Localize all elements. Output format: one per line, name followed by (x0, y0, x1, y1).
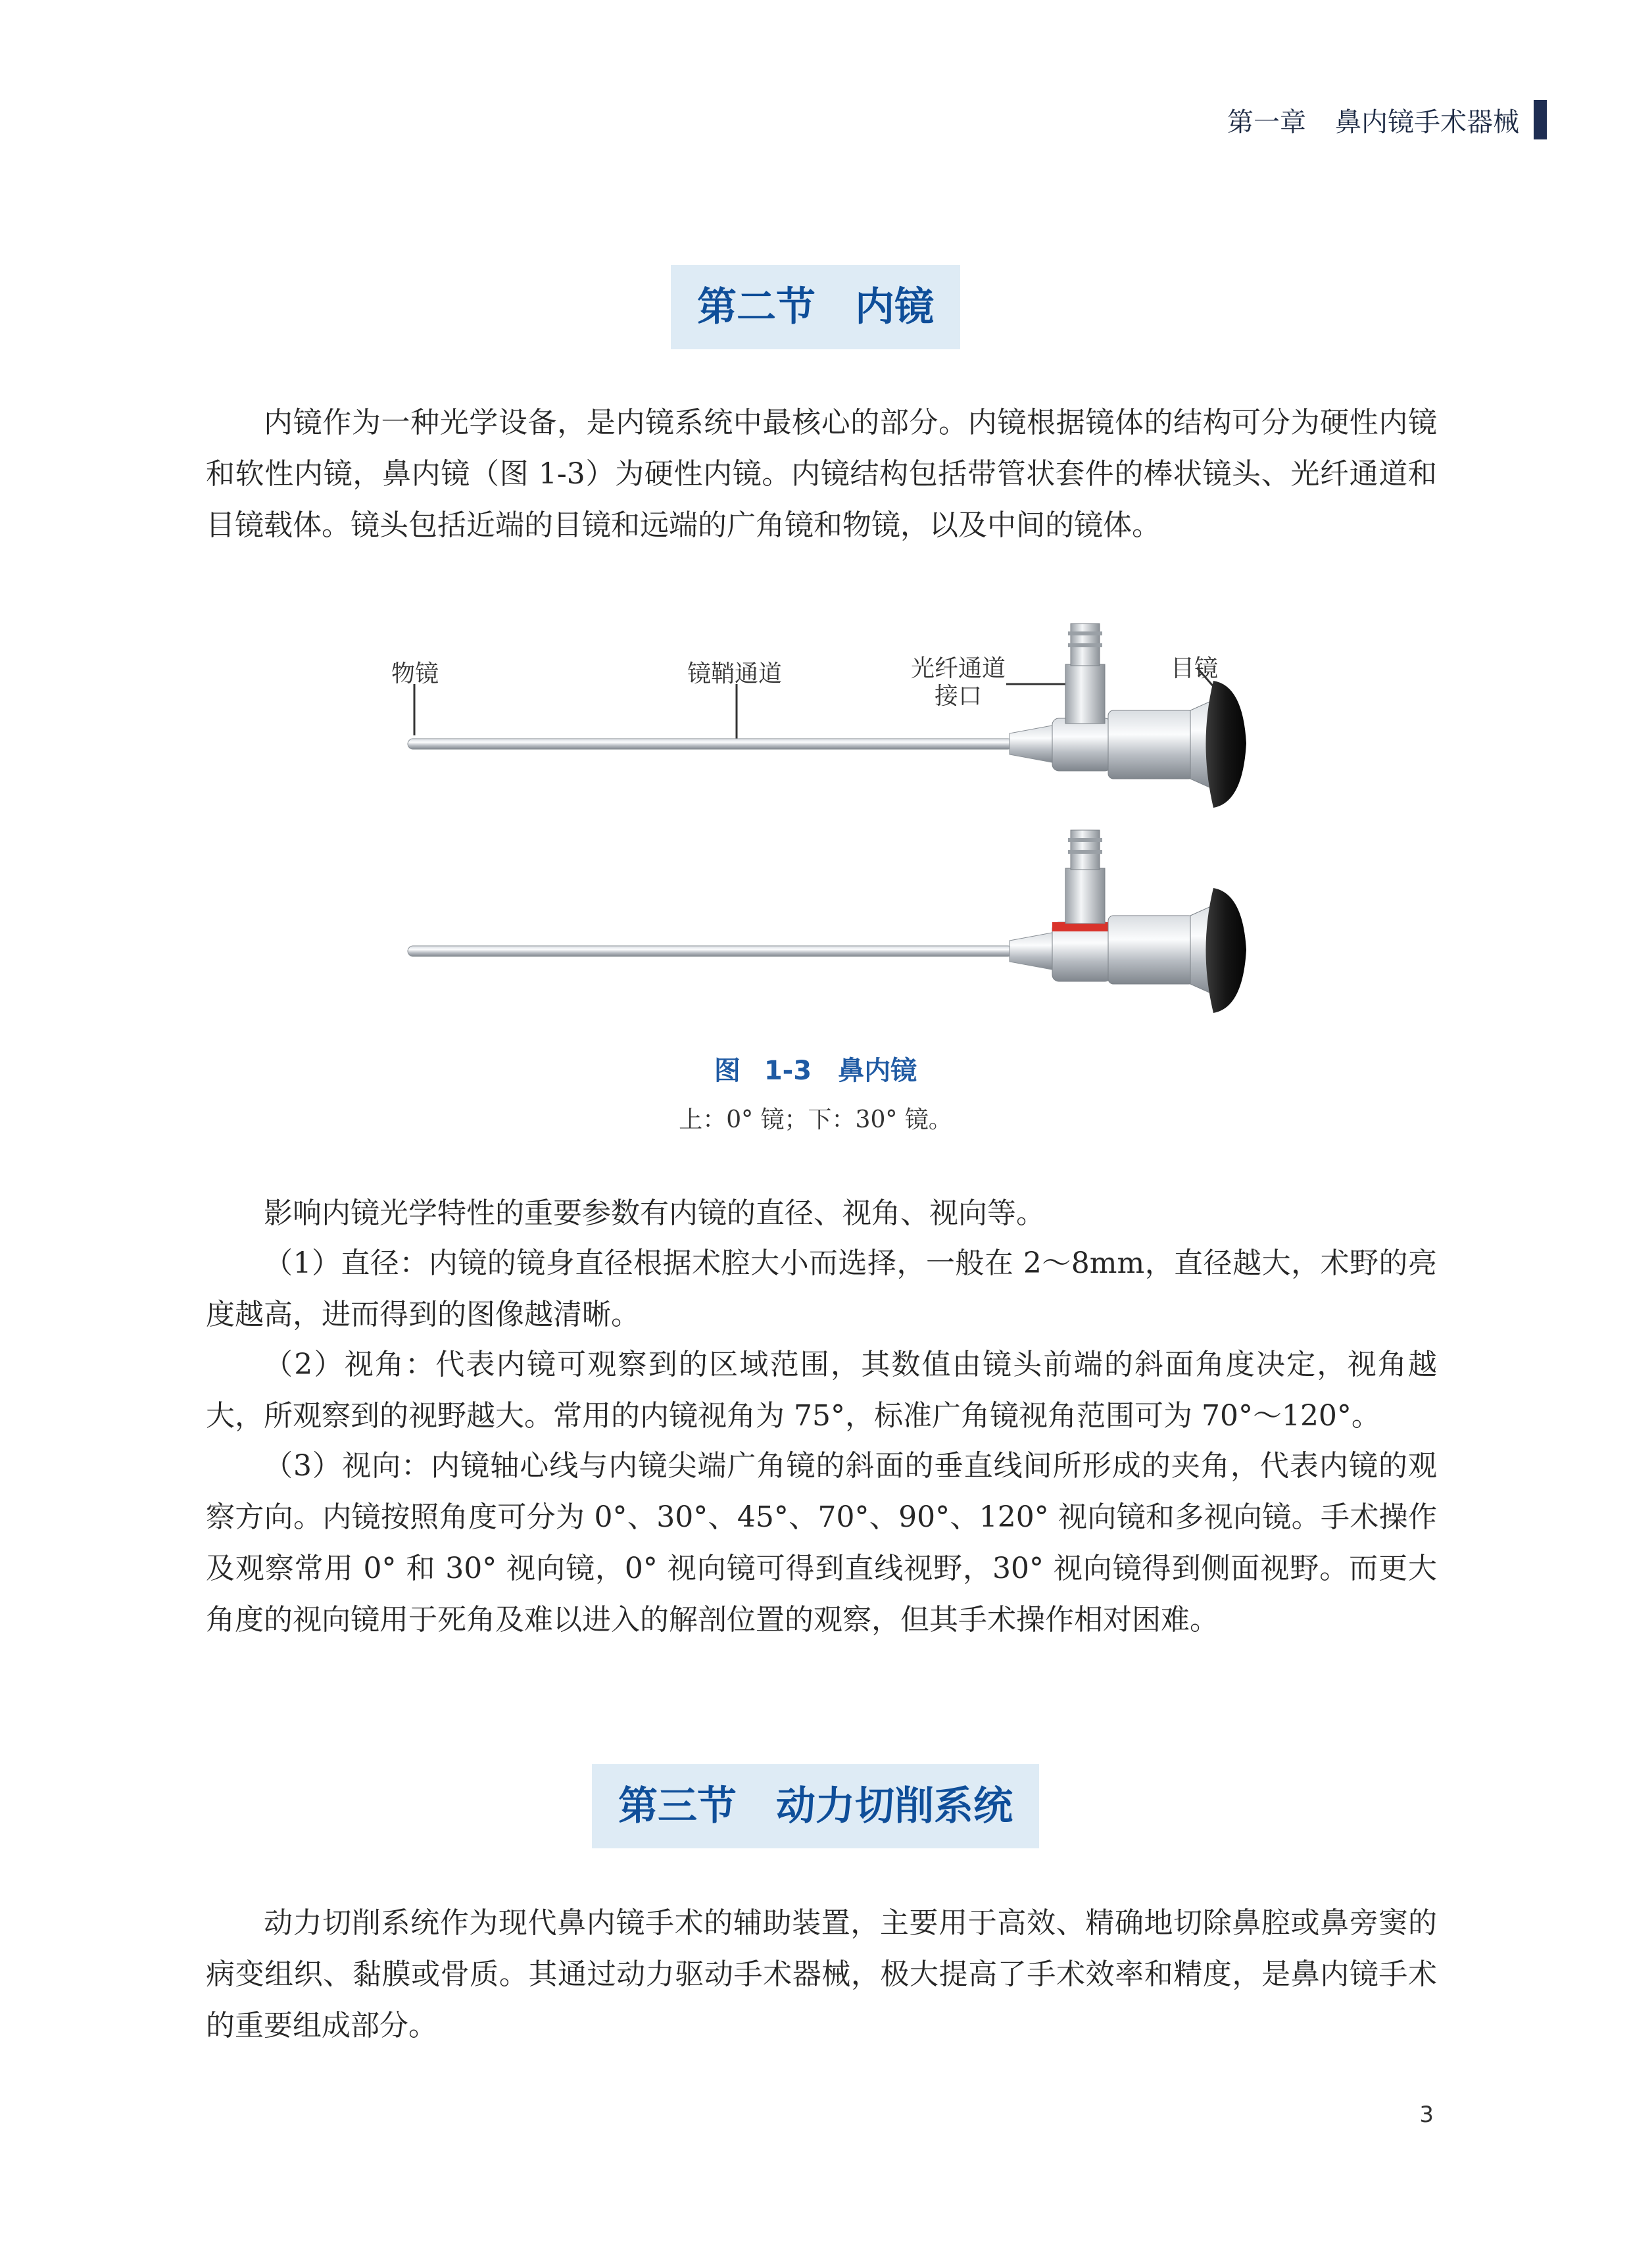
param-diameter-paragraph: （1）直径：内镜的镜身直径根据术腔大小而选择，一般在 2～8mm，直径越大，术野的亮度越高，进而得到的图像越清晰。 (206, 1246, 1437, 1331)
endoscope-30-degree (408, 830, 1246, 1013)
section-3-heading: 第三节 动力切削系统 (592, 1764, 1039, 1848)
label-fiber-port-line2: 接口 (935, 683, 983, 710)
page-number: 3 (1419, 2102, 1434, 2128)
figure-caption-note: 上：0° 镜；下：30° 镜。 (679, 1106, 952, 1133)
label-sheath-channel: 镜鞘通道 (687, 660, 783, 687)
running-header (1227, 99, 1547, 141)
section-3-intro-paragraph: 动力切削系统作为现代鼻内镜手术的辅助装置，主要用于高效、精确地切除鼻腔或鼻旁窦的病变组织、黏膜或骨质。其通过动力驱动手术器械，极大提高了手术效率和精度，是鼻内镜手术的重要组成部分。 (206, 1906, 1437, 2042)
label-fiber-port-line1: 光纤通道 (911, 655, 1006, 682)
endoscope-figure (368, 612, 1263, 1033)
params-intro-paragraph: 影响内镜光学特性的重要参数有内镜的直径、视角、视向等。 (264, 1196, 1045, 1230)
param-view-direction-paragraph: （3）视向：内镜轴心线与内镜尖端广角镜的斜面的垂直线间所形成的夹角，代表内镜的观察方向。内镜按照角度可分为 0°、30°、45°、70°、90°、120° 视向镜和多视向镜。手术操作及观察常用 0° 和 30° 视向镜，0° 视向镜可得到直线视野，30° 视向镜得到侧面视野。而更大角度的视向镜用于死角及难以进入的解剖位置的观察，但其手术操作相对困难。 (206, 1449, 1437, 1637)
label-fiber-port (911, 655, 1006, 710)
chapter-title: 鼻内镜手术器械 (1335, 107, 1519, 137)
endoscope-0-degree (408, 624, 1246, 808)
header-marker-bar (1534, 100, 1547, 139)
section-2-intro-paragraph: 内镜作为一种光学设备，是内镜系统中最核心的部分。内镜根据镜体的结构可分为硬性内镜和软性内镜，鼻内镜（图 1-3）为硬性内镜。内镜结构包括带管状套件的棒状镜头、光纤通道和目镜载体。镜头包括近端的目镜和远端的广角镜和物镜，以及中间的镜体。 (206, 406, 1437, 542)
figure-caption-title: 图 1-3 鼻内镜 (714, 1056, 917, 1086)
label-eyepiece: 目镜 (1171, 655, 1219, 682)
endoscope-illustration (368, 612, 1263, 1033)
section-2-heading: 第二节 内镜 (671, 265, 960, 349)
chapter-number: 第一章 (1227, 107, 1306, 137)
label-objective: 物镜 (391, 660, 439, 687)
param-field-of-view-paragraph: （2）视角：代表内镜可观察到的区域范围，其数值由镜头前端的斜面角度决定，视角越大，所观察到的视野越大。常用的内镜视角为 75°，标准广角镜视角范围可为 70°～120°。 (206, 1348, 1437, 1433)
